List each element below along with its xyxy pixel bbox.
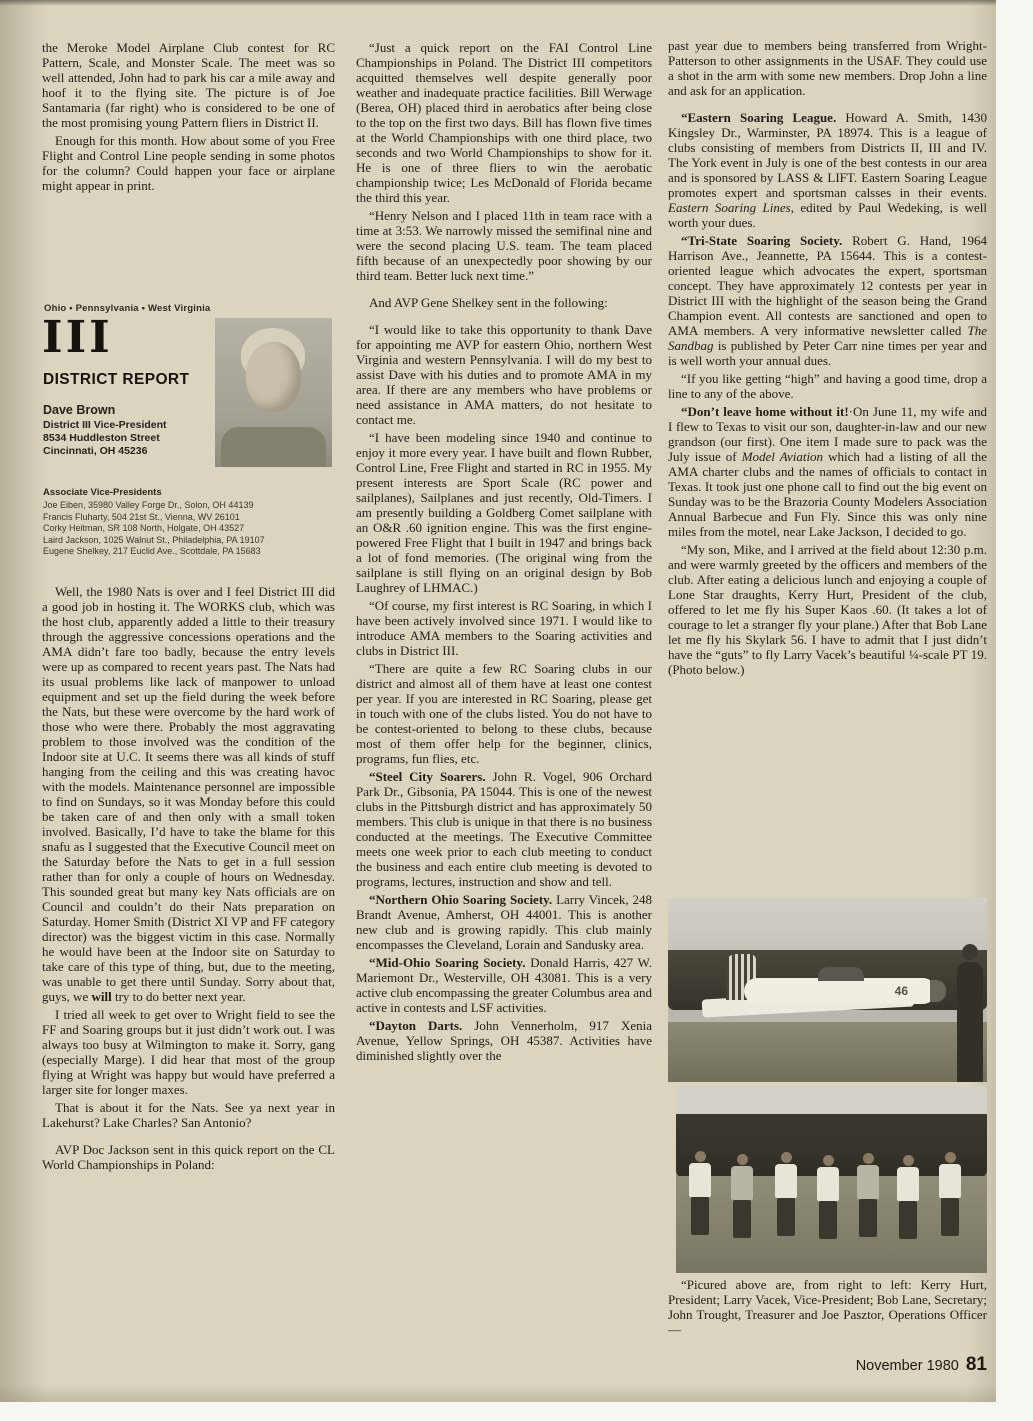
associate-vps-list <box>43 500 335 558</box>
officer-portrait-photo <box>215 318 332 467</box>
officer-name: Dave Brown <box>43 403 116 417</box>
person-figure <box>894 1155 922 1239</box>
paragraph: AVP Doc Jackson sent in this quick report on the CL World Championships in Poland: <box>42 1142 335 1172</box>
person-figure <box>772 1152 800 1236</box>
associate-vps-heading: Associate Vice-Presidents <box>43 487 162 498</box>
airplane-fuselage <box>744 978 936 1004</box>
page-number: 81 <box>965 1354 987 1375</box>
officer-contact-block <box>43 403 167 458</box>
avp-line: Corky Heitman, SR 108 North, Holgate, OH 43527 <box>43 523 245 533</box>
officer-street: 8534 Huddleston Street <box>43 432 160 444</box>
paragraph: the Meroke Model Airplane Club contest for RC Pattern, Scale, and Monster Scale. The meet was so well attended, John had to park his car a mile away and hoof it to the flying site. The picture is of Joe Santamaria (far right) who is considered to be one of the most promising young Pattern fliers in District II. <box>42 40 335 130</box>
portrait-face <box>246 342 301 412</box>
paragraph: “Tri-State Soaring Society. Robert G. Hand, 1964 Harrison Ave., Jeannette, PA 15644. This is a contest-oriented league which advocates the expert, sportsman concept. They have approximately 12 contests per year in District III with the highlight of the season being the Grand Champion event. All contests are sanctioned and open to AMA members. A very informative newsletter called The Sandbag is published by Peter Carr nine times per year and is well worth your annual dues. <box>668 233 987 368</box>
paragraph: past year due to members being transferred from Wright-Patterson to other assignments in the USAF. They could use a shot in the arm with some new members. Drop John a line and ask for an application. <box>668 38 987 98</box>
paragraph: And AVP Gene Shelkey sent in the following: <box>369 295 608 310</box>
paragraph: “Of course, my first interest is RC Soaring, in which I have been actively involved since 1971. I would like to introduce AMA members to the Soaring activities and clubs in District III. <box>356 598 652 658</box>
paragraph: “Picured above are, from right to left: Kerry Hurt, President; Larry Vacek, Vice-President; Bob Lane, Secretary; John Trought, Treasurer and Joe Pasztor, Operations Officer— <box>668 1277 987 1337</box>
airplane-photo <box>668 898 987 1082</box>
photo-caption <box>668 1277 987 1340</box>
portrait-shoulders <box>221 427 326 467</box>
associate-vps-block <box>43 487 335 558</box>
airplane-canopy <box>818 967 864 981</box>
paragraph: “I have been modeling since 1940 and continue to enjoy it more every year. I have built and flown Rubber, Control Line, Free Flight and started in RC in 1955. My present interests are Sport Scale (RC power and sailplanes), Sailplanes and just recently, Old-Timers. I am presently building a Goldberg Comet sailplane with an O&R .60 ignition engine. This was the first engine-powered Free Flight that I built in 1947 and brings back a lot of fond memories. (The original wing from the sailplane is still flying on an original design by Bob Laughrey of LHMAC.) <box>356 430 652 595</box>
paragraph: “Mid-Ohio Soaring Society. Donald Harris, 427 W. Mariemont Dr., Westerville, OH 43081. This is a very active club encompassing the greater Columbus area and active in contests and LSF activities. <box>356 955 652 1015</box>
district-numeral: III <box>42 312 113 363</box>
district-report-title: DISTRICT REPORT <box>43 371 190 388</box>
issue-date: November 1980 <box>855 1358 959 1374</box>
officer-city: Cincinnati, OH 45236 <box>43 445 148 457</box>
paragraph: Well, the 1980 Nats is over and I feel District III did a good job in hosting it. The WORKS club, which was the host club, apparently added a little to their treasury through the aggressive concessions operations and the AMA didn’t fare too badly, because the entry levels were up as compared to recent years past. The Nats had its usual problems like lack of manpower to unload equipment and set up the field during the week before the Nats, but these were overcome by the hard work of those who were there. Probably the most aggravating problem to those involved was the condition of the Indoor site at U.C. It seems there was all kinds of stuff hanging from the ceiling and this was creating havoc with the models. Maintenance personnel are impossible to find on Sundays, so it was Monday before this could be taken care of and then only with a small token involved. Basically, I’d have to take the blame for this snafu as I suggested that the Executive Council meet on the Saturday before the Nats to get in a full session rather than for only a couple of hours on Wednesday. This sounded great but many key Nats officials are on Council and couldn’t do their Nats preparation on Saturday. Homer Smith (District XI VP and FF category director) was the biggest victim in this case. Normally he would have been at the Indoor site on Saturday to take care of this type of thing, but, due to the meeting, was unable to get there until Sunday. Sorry about that, guys, we will try to do better next year. <box>42 584 335 1004</box>
paragraph: “Don’t leave home without it!·On June 11, my wife and I flew to Texas to visit our son, daughter-in-law and our new grandson (our first). One item I made sure to pack was the July issue of Model Aviation which had a listing of all the AMA charter clubs and the names of officials to contact in Texas. It took just one phone call to find out the big event on Sunday was to be the Brazoria County Modelers Association Annual Barbecue and Fun Fly. Since this was only nine miles from the motel, near Lake Jackson, I decided to go. <box>668 404 988 539</box>
person-figure <box>686 1151 714 1235</box>
bystander-silhouette <box>957 962 983 1082</box>
paragraph: “If you like getting “high” and having a good time, drop a line to any of the above. <box>668 371 987 401</box>
person-figure <box>814 1155 842 1239</box>
page-footer <box>668 1354 987 1376</box>
paragraph: “I would like to take this opportunity to thank Dave for appointing me AVP for eastern Ohio, northern West Virginia and western Pennsylvania. I will do my best to assist Dave with his duties and to promote AMA in my area. If there are any members who have problems or need assistance in AMA matters, do not hesitate to contact me. <box>356 322 652 427</box>
region-line: Ohio • Pennsylvania • West Virginia <box>44 303 211 314</box>
officer-title: District III Vice-President <box>43 419 167 431</box>
airplane-number: 46 <box>894 984 908 998</box>
right-column <box>668 38 987 680</box>
left-column-body <box>42 584 335 1175</box>
paragraph: “There are quite a few RC Soaring clubs in our district and almost all of them have at least one contest per year. If you are interested in RC Soaring, please get in touch with one of the clubs listed. You do not have to be contest-oriented to belong to these clubs, because most of them offer help for the beginner, clinics, programs, fun flies, etc. <box>356 661 652 766</box>
paragraph: “Henry Nelson and I placed 11th in team race with a time at 3:53. We narrowly missed the semifinal nine and were the second placing U.S. team. The team placed fifth because of an unexpectedly poor showing by our third team. Better luck next time.” <box>356 208 652 283</box>
photo-sky <box>676 1086 987 1116</box>
paragraph: “My son, Mike, and I arrived at the field about 12:30 p.m. and were warmly greeted by the officers and members of the club. After eating a delicious lunch and enjoying a couple of Lone Star draughts, Kerry Hurt, President of the club, offered to let me fly his Super Kaos .60. (It takes a lot of courage to let a stranger fly your plane.) After that Bob Lane let me fly his Skylark 56. I have to admit that I just didn’t have the “guts” to fly Larry Vacek’s beautiful ¼-scale PT 19. (Photo below.) <box>668 542 987 677</box>
person-figure <box>728 1154 756 1238</box>
paragraph: Enough for this month. How about some of you Free Flight and Control Line people sending in some photos for the column? Could happen your face or airplane might appear in print. <box>42 133 335 193</box>
left-column-intro <box>42 40 335 196</box>
paragraph: “Just a quick report on the FAI Control Line Championships in Poland. The District III competitors acquitted themselves well despite generally poor weather and inadequate practice facilities. Bill Werwage (Berea, OH) placed third in aerobatics after being close to the top on the first two days. Bill has flown five times at the World Championships with one third place, two seconds and two World Championships to show for it. He is one of three fliers to win the aerobatic championship twice; Les McDonald of Florida became the third this year. <box>356 40 652 205</box>
paragraph: That is about it for the Nats. See ya next year in Lakehurst? Lake Charles? San Antonio? <box>42 1100 335 1130</box>
paragraph: “Steel City Soarers. John R. Vogel, 906 Orchard Park Dr., Gibsonia, PA 15044. This is one of the newest clubs in the Pittsburgh district and has approximately 50 members. This club is unique in that there is no business conducted at the meetings. The Executive Committee meets one week prior to each club meeting to conduct the business and each entire club meeting is devoted to programs, lectures, instruction and show and tell. <box>356 769 652 889</box>
photo-grass <box>668 1022 987 1082</box>
avp-line: Eugene Shelkey, 217 Euclid Ave., Scottdale, PA 15683 <box>43 546 261 556</box>
person-figure <box>854 1153 882 1237</box>
avp-line: Francis Fluharty, 504 21st St., Vienna, WV 26101 <box>43 511 240 522</box>
paragraph: “Eastern Soaring League. Howard A. Smith, 1430 Kingsley Dr., Warminster, PA 18974. This is a league of clubs consisting of members from Districts II, III and IV. The York event in July is one of the best contests in our area and is sponsored by LASS & LIFT. Eastern Soaring League promotes expert and sportsman calsses in their events. Eastern Soaring Lines, edited by Paul Wedeking, is well worth your dues. <box>668 110 987 230</box>
bystander-head <box>962 944 978 960</box>
avp-line: Laird Jackson, 1025 Walnut St., Philadelphia, PA 19107 <box>43 534 265 545</box>
avp-line: Joe Eiben, 35980 Valley Forge Dr., Solon, OH 44139 <box>43 500 254 510</box>
paragraph: I tried all week to get over to Wright field to see the FF and Soaring groups but it just didn’t work out. I was always too busy at Wilmington to make it. Sorry, gang (especially Marge). I did hear that most of the group flying at Wright was happy but would have preferred a larger site for longer maxes. <box>42 1007 335 1097</box>
paragraph: “Dayton Darts. John Vennerholm, 917 Xenia Avenue, Yellow Springs, OH 45387. Activities have diminished slightly over the <box>356 1018 652 1063</box>
group-photo <box>676 1086 987 1273</box>
paragraph: “Northern Ohio Soaring Society. Larry Vincek, 248 Brandt Avenue, Amherst, OH 44001. This is another new club and is growing rapidly. This club mainly encompasses the Cleveland, Lorain and Sandusky area. <box>356 892 652 952</box>
middle-column <box>356 40 652 1066</box>
person-figure <box>936 1152 964 1236</box>
